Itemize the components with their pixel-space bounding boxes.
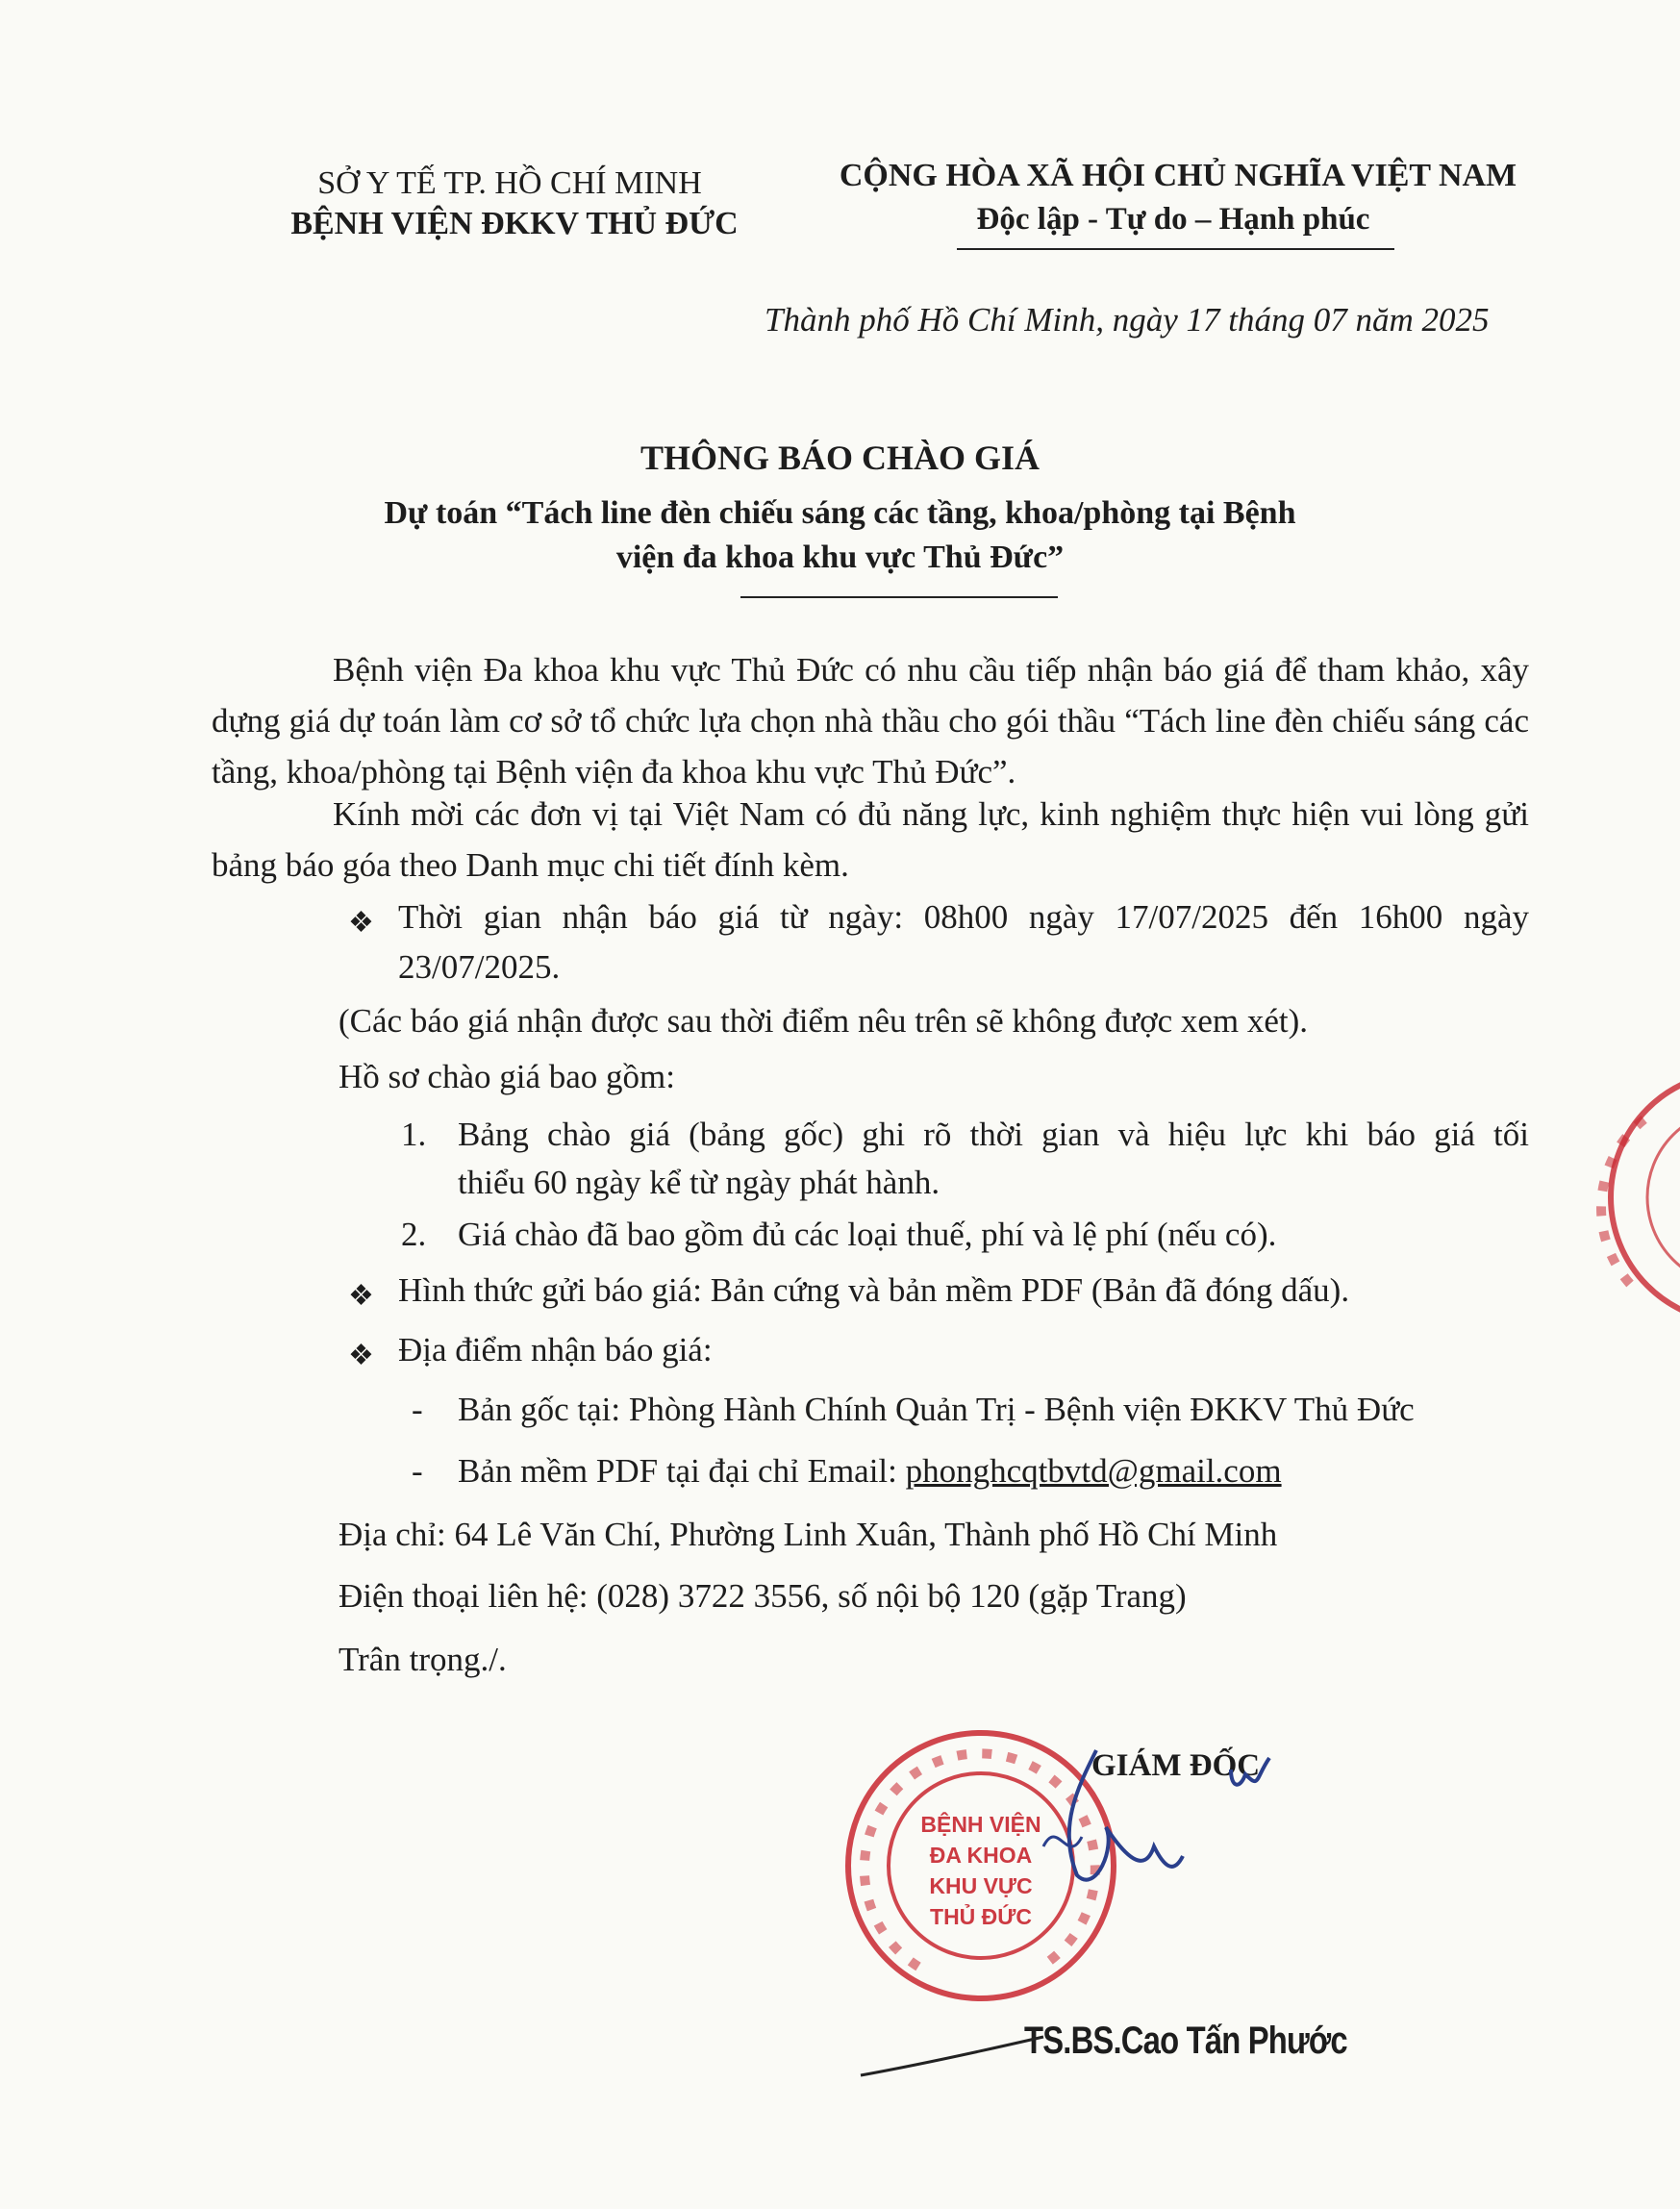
- address: Địa chỉ: 64 Lê Văn Chí, Phường Linh Xuân, Thành phố Hồ Chí Minh: [339, 1516, 1278, 1553]
- invitation-paragraph: Kính mời các đơn vị tại Việt Nam có đủ năng lực, kinh nghiệm thực hiện vui lòng gửi bảng báo góa theo Danh mục chi tiết đính kèm.: [212, 795, 1529, 884]
- soft-copy-label: Bản mềm PDF tại đại chỉ Email:: [458, 1452, 906, 1490]
- signer-role: GIÁM ĐỐC: [1091, 1748, 1261, 1783]
- title-underline: [740, 596, 1058, 598]
- dash-bullet: -: [412, 1391, 423, 1428]
- national-title: CỘNG HÒA XÃ HỘI CHỦ NGHĨA VIỆT NAM: [839, 158, 1517, 193]
- signer-name: TS.BS.Cao Tấn Phước: [1024, 2020, 1347, 2062]
- handwritten-signature: [1039, 1731, 1289, 1923]
- dossier-heading: Hồ sơ chào giá bao gồm:: [339, 1058, 675, 1095]
- intro-paragraph: Bệnh viện Đa khoa khu vực Thủ Đức có nhu cầu tiếp nhận báo giá để tham khảo, xây dựng giá dự toán làm cơ sở tổ chức lựa chọn nhà thầu cho gói thầu “Tách line đèn chiếu sáng các tầng, khoa/phòng tại Bệnh viện đa khoa khu vực Thủ Đức”.: [212, 651, 1529, 791]
- late-note: (Các báo giá nhận được sau thời điểm nêu trên sẽ không được xem xét).: [339, 1002, 1309, 1040]
- partial-seal: [1592, 1063, 1680, 1332]
- time-line1: Thời gian nhận báo giá từ ngày: 08h00 ngày 17/07/2025 đến 16h00 ngày: [398, 898, 1529, 936]
- seal-center-line: ĐA KHOA: [929, 1843, 1033, 1868]
- motto-underline: [957, 248, 1394, 250]
- hospital-name: BỆNH VIỆN ĐKKV THỦ ĐỨC: [290, 206, 739, 241]
- email-link[interactable]: phonghcqtbvtd@gmail.com: [905, 1452, 1282, 1490]
- hard-copy-place: Bản gốc tại: Phòng Hành Chính Quản Trị - Bệnh viện ĐKKV Thủ Đức: [458, 1391, 1415, 1428]
- closing: Trân trọng./.: [339, 1641, 507, 1678]
- dossier-item-line1: Giá chào đã bao gồm đủ các loại thuế, phí và lệ phí (nếu có).: [458, 1216, 1277, 1253]
- dash-bullet: -: [412, 1452, 423, 1490]
- document-title: THÔNG BÁO CHÀO GIÁ: [639, 439, 1041, 477]
- dossier-item-number: 1.: [401, 1116, 427, 1153]
- contact-phone: Điện thoại liên hệ: (028) 3722 3556, số nội bộ 120 (gặp Trang): [339, 1577, 1187, 1615]
- subtitle-line1: Dự toán “Tách line đèn chiếu sáng các tầng, khoa/phòng tại Bệnh: [384, 495, 1296, 531]
- date-line: Thành phố Hồ Chí Minh, ngày 17 tháng 07 năm 2025: [765, 301, 1490, 339]
- ministry-name: SỞ Y TẾ TP. HỒ CHÍ MINH: [317, 165, 702, 201]
- dossier-item-line2: thiểu 60 ngày kể từ ngày phát hành.: [458, 1164, 940, 1201]
- dossier-item-number: 2.: [401, 1216, 427, 1253]
- diamond-bullet-icon: ❖: [348, 1280, 374, 1312]
- time-line2: 23/07/2025.: [398, 948, 561, 986]
- national-motto: Độc lập - Tự do – Hạnh phúc: [976, 202, 1370, 237]
- soft-copy-place: [458, 1452, 1282, 1491]
- diamond-bullet-icon: ❖: [348, 1340, 374, 1371]
- diamond-bullet-icon: ❖: [348, 907, 374, 939]
- submission-form: Hình thức gửi báo giá: Bản cứng và bản mềm PDF (Bản đã đóng dấu).: [398, 1271, 1350, 1309]
- seal-center-line: KHU VỰC: [929, 1873, 1033, 1898]
- submission-place-heading: Địa điểm nhận báo giá:: [398, 1331, 713, 1368]
- dossier-item-line1: Bảng chào giá (bảng gốc) ghi rõ thời gian và hiệu lực khi báo giá tối: [458, 1116, 1529, 1153]
- seal-center-line: BỆNH VIỆN: [920, 1812, 1041, 1837]
- signature-stroke: [856, 2027, 1048, 2085]
- subtitle-line2: viện đa khoa khu vực Thủ Đức”: [615, 540, 1065, 575]
- seal-center-line: THỦ ĐỨC: [930, 1904, 1032, 1929]
